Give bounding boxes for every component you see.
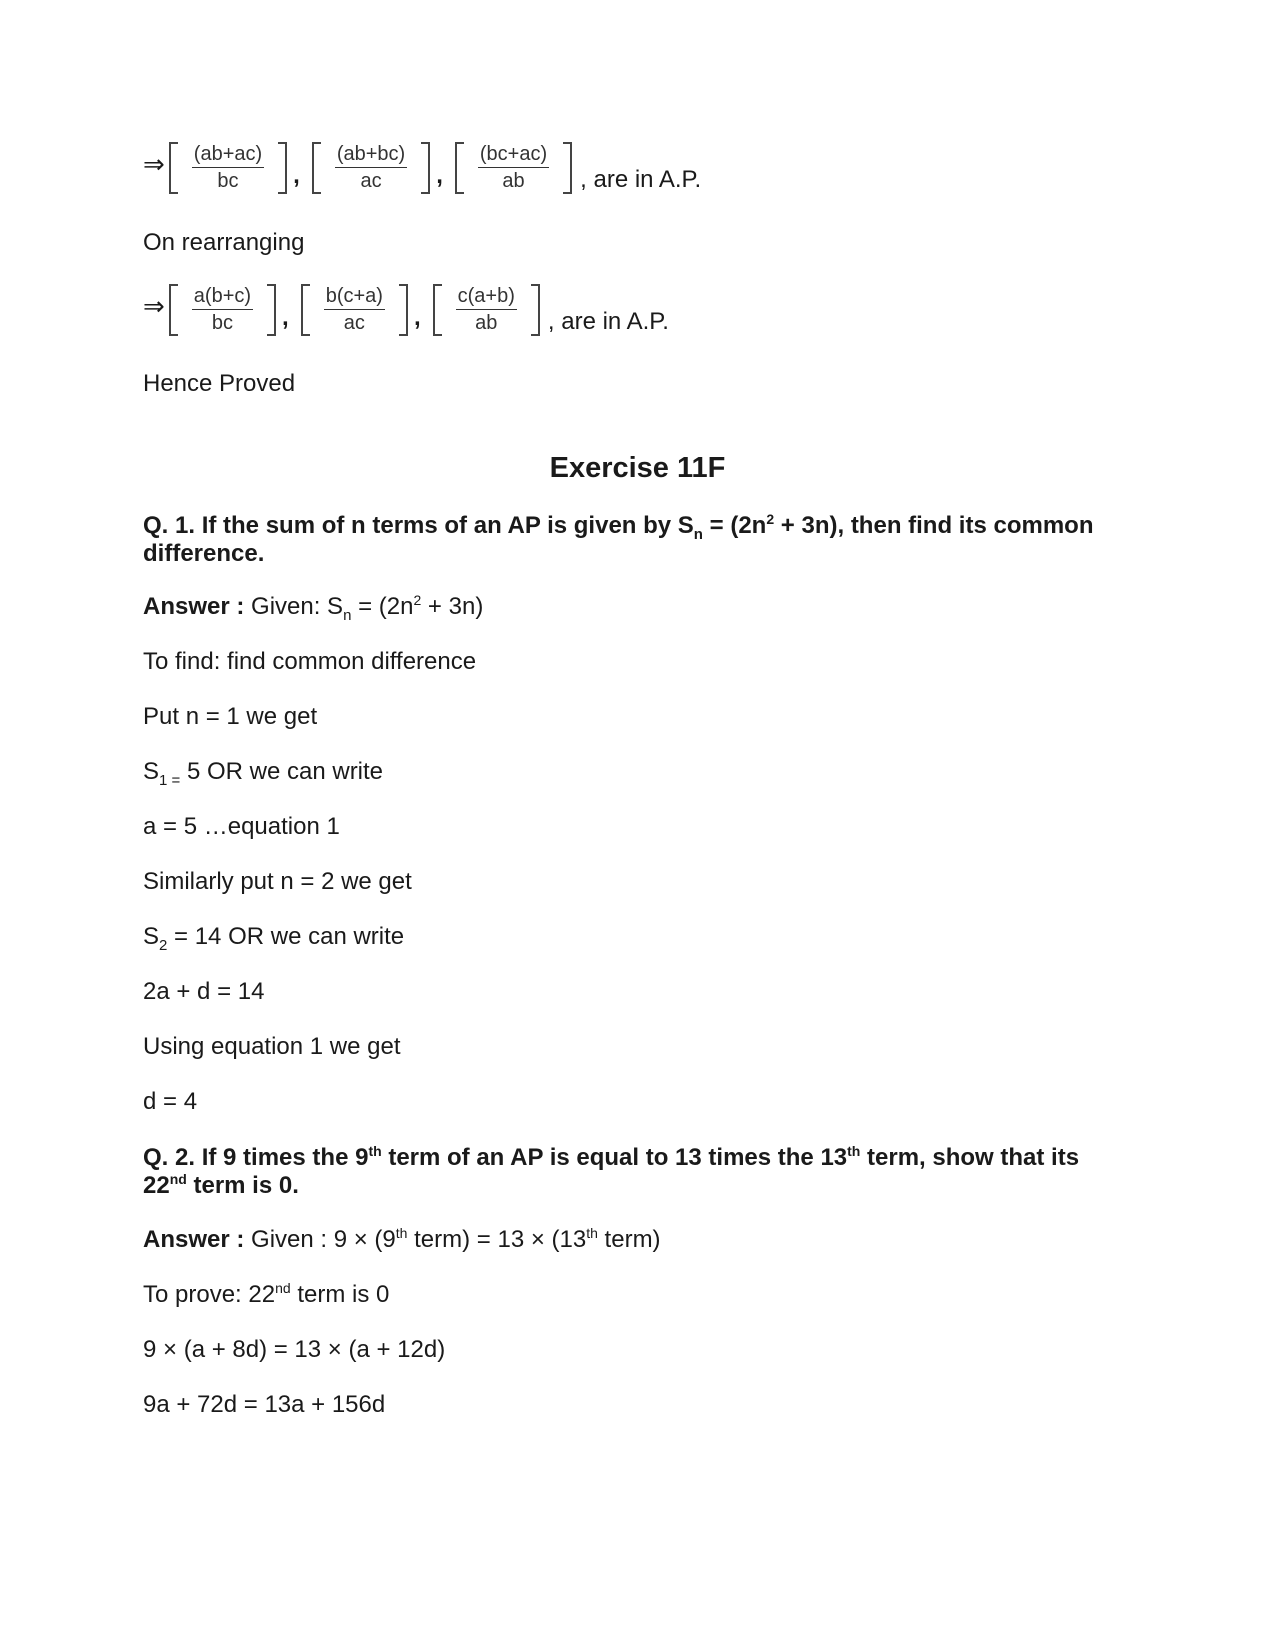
superscript: th xyxy=(847,1143,861,1159)
to-prove-line xyxy=(143,1281,389,1309)
fraction-numerator: (ab+ac) xyxy=(192,142,264,168)
subscript: 1 = xyxy=(159,771,181,789)
s2-symbol: S xyxy=(143,923,160,950)
a-equation-line: a = 5 …equation 1 xyxy=(143,813,340,840)
subscript: n xyxy=(693,525,703,543)
answer-text: Given: S xyxy=(244,593,344,620)
question-1 xyxy=(143,512,1103,568)
fraction-numerator: (ab+bc) xyxy=(335,142,407,168)
superscript: th xyxy=(586,1225,598,1241)
question-2 xyxy=(143,1144,1103,1200)
question-text: = (2n xyxy=(702,512,767,539)
s2-rest: = 14 OR we can write xyxy=(167,923,405,950)
question-text: If 9 times the 9 xyxy=(201,1144,369,1171)
fraction-bracket xyxy=(169,284,276,336)
subscript: 2 xyxy=(159,936,168,954)
superscript: nd xyxy=(275,1280,291,1296)
fraction-numerator: c(a+b) xyxy=(456,284,517,310)
fraction-bracket xyxy=(433,284,540,336)
implies-arrow: ⇒ xyxy=(143,291,165,321)
using-equation-line: Using equation 1 we get xyxy=(143,1033,401,1060)
equation-line-2: 9a + 72d = 13a + 156d xyxy=(143,1391,386,1418)
question-text: term, show that its 22 xyxy=(143,1144,1080,1199)
superscript: 2 xyxy=(413,592,422,608)
fraction-denominator: ab xyxy=(475,312,498,334)
fraction-numerator: a(b+c) xyxy=(192,284,253,310)
math-row-tail: , are in A.P. xyxy=(580,166,702,193)
question-label: Q. 1. xyxy=(143,512,196,539)
question-text: term is 0. xyxy=(186,1172,299,1199)
answer-label: Answer : xyxy=(143,1226,245,1253)
fraction-denominator: ac xyxy=(343,312,365,334)
fraction-bracket xyxy=(169,142,287,194)
exercise-title: Exercise 11F xyxy=(549,452,726,484)
fraction-denominator: bc xyxy=(217,170,239,192)
math-row-tail: , are in A.P. xyxy=(547,308,669,335)
fraction-bracket xyxy=(301,284,408,336)
fraction-numerator: (bc+ac) xyxy=(478,142,549,168)
math-row-2: ⇒ $\frac{a(b+c)}{bc}$ , $\frac{b(c+a)}{ac}$ , $\frac{c(a+b)}{ab}$ , are in A.P. xyxy=(143,285,669,335)
superscript: th xyxy=(368,1143,382,1159)
answer-text: Given : 9 × (9 xyxy=(244,1226,396,1253)
question-text: If the sum of n terms of an AP is given by S xyxy=(201,512,694,539)
equation-line-1: 9 × (a + 8d) = 13 × (a + 12d) xyxy=(143,1336,446,1363)
question-text: + 3n), then find its common difference. xyxy=(143,512,1094,567)
question-text: term of an AP is equal to 13 times the 13 xyxy=(381,1144,848,1171)
put-n2-line: Similarly put n = 2 we get xyxy=(143,868,412,895)
math-row-1: ⇒ $\frac{(ab+ac)}{bc}$ , $\frac{(ab+bc)}{ac}$ , $\frac{(bc+ac)}{ab}$ , are in A.P. xyxy=(143,143,702,193)
answer-text: + 3n) xyxy=(421,593,484,620)
to-find-line: To find: find common difference xyxy=(143,648,477,675)
s1-rest: 5 OR we can write xyxy=(180,758,384,785)
hence-proved-text: Hence Proved xyxy=(143,370,296,397)
answer-label: Answer : xyxy=(143,593,245,620)
s1-symbol: S xyxy=(143,758,160,785)
superscript: th xyxy=(395,1225,408,1241)
answer-2 xyxy=(143,1226,661,1254)
rearranging-text: On rearranging xyxy=(143,229,305,256)
question-label: Q. 2. xyxy=(143,1144,196,1171)
superscript: nd xyxy=(169,1171,187,1187)
answer-text: = (2n xyxy=(351,593,414,620)
s2-line xyxy=(143,923,405,954)
put-n1-line: Put n = 1 we get xyxy=(143,703,318,730)
equation-2a-d: 2a + d = 14 xyxy=(143,978,265,1005)
d-result-line: d = 4 xyxy=(143,1088,198,1115)
prove-text: term is 0 xyxy=(290,1281,390,1308)
fraction-denominator: ac xyxy=(360,170,382,192)
fraction-bracket xyxy=(312,142,430,194)
fraction-denominator: bc xyxy=(211,312,233,334)
s1-line xyxy=(143,758,384,789)
answer-text: term) = 13 × (13 xyxy=(407,1226,587,1253)
fraction-numerator: b(c+a) xyxy=(324,284,385,310)
subscript: n xyxy=(343,606,352,624)
superscript: 2 xyxy=(766,511,775,527)
answer-1 xyxy=(143,592,484,624)
answer-text: term) xyxy=(597,1226,661,1253)
implies-arrow: ⇒ xyxy=(143,149,165,179)
prove-text: To prove: 22 xyxy=(143,1281,276,1308)
fraction-denominator: ab xyxy=(502,170,525,192)
fraction-bracket xyxy=(455,142,572,194)
